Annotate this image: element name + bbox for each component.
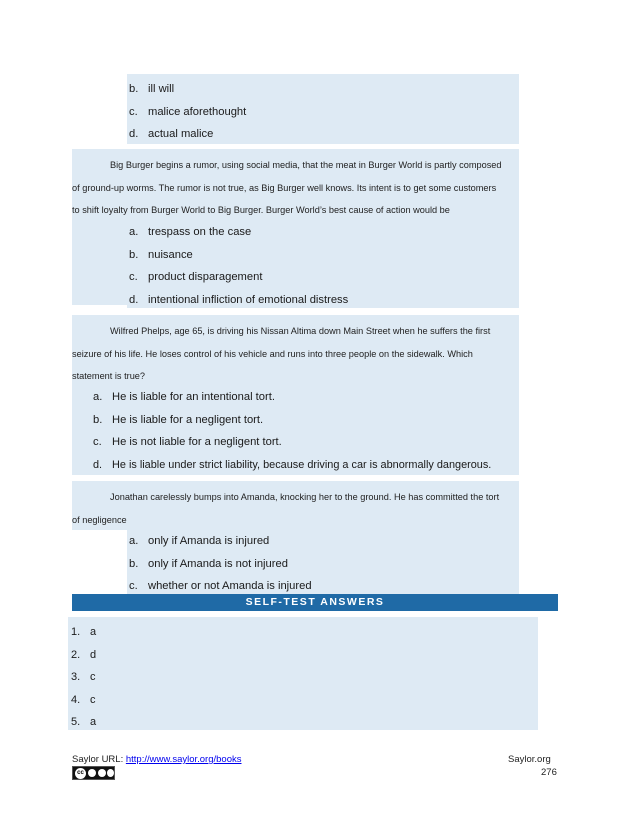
footer-site: Saylor.org (508, 754, 551, 765)
question-text: Big Burger begins a rumor, using social media, that the meat in Burger World is partly composed of ground-up worms. The rumor is not true, as Big Burger well knows. Its intent is to get some customers to shift loyalty from Burger World to Big Burger. Burger World’s best cause of action would be (72, 160, 502, 215)
footer-url: Saylor URL: http://www.saylor.org/books (72, 754, 242, 765)
question-text: Wilfred Phelps, age 65, is driving his Nissan Altima down Main Street when he suffers the first seizure of his life. He loses control of his vehicle and runs into three people on the sidewalk. Which statement is true? (72, 326, 491, 381)
answers-block (68, 617, 538, 730)
question-text: Jonathan carelessly bumps into Amanda, knocking her to the ground. He has committed the tort of negligence (72, 492, 500, 525)
creative-commons-license-icon: cc (72, 766, 115, 780)
page-number: 276 (541, 767, 557, 778)
saylor-books-link[interactable]: http://www.saylor.org/books (125, 754, 242, 765)
self-test-answers-heading: SELF-TEST ANSWERS (72, 594, 558, 611)
